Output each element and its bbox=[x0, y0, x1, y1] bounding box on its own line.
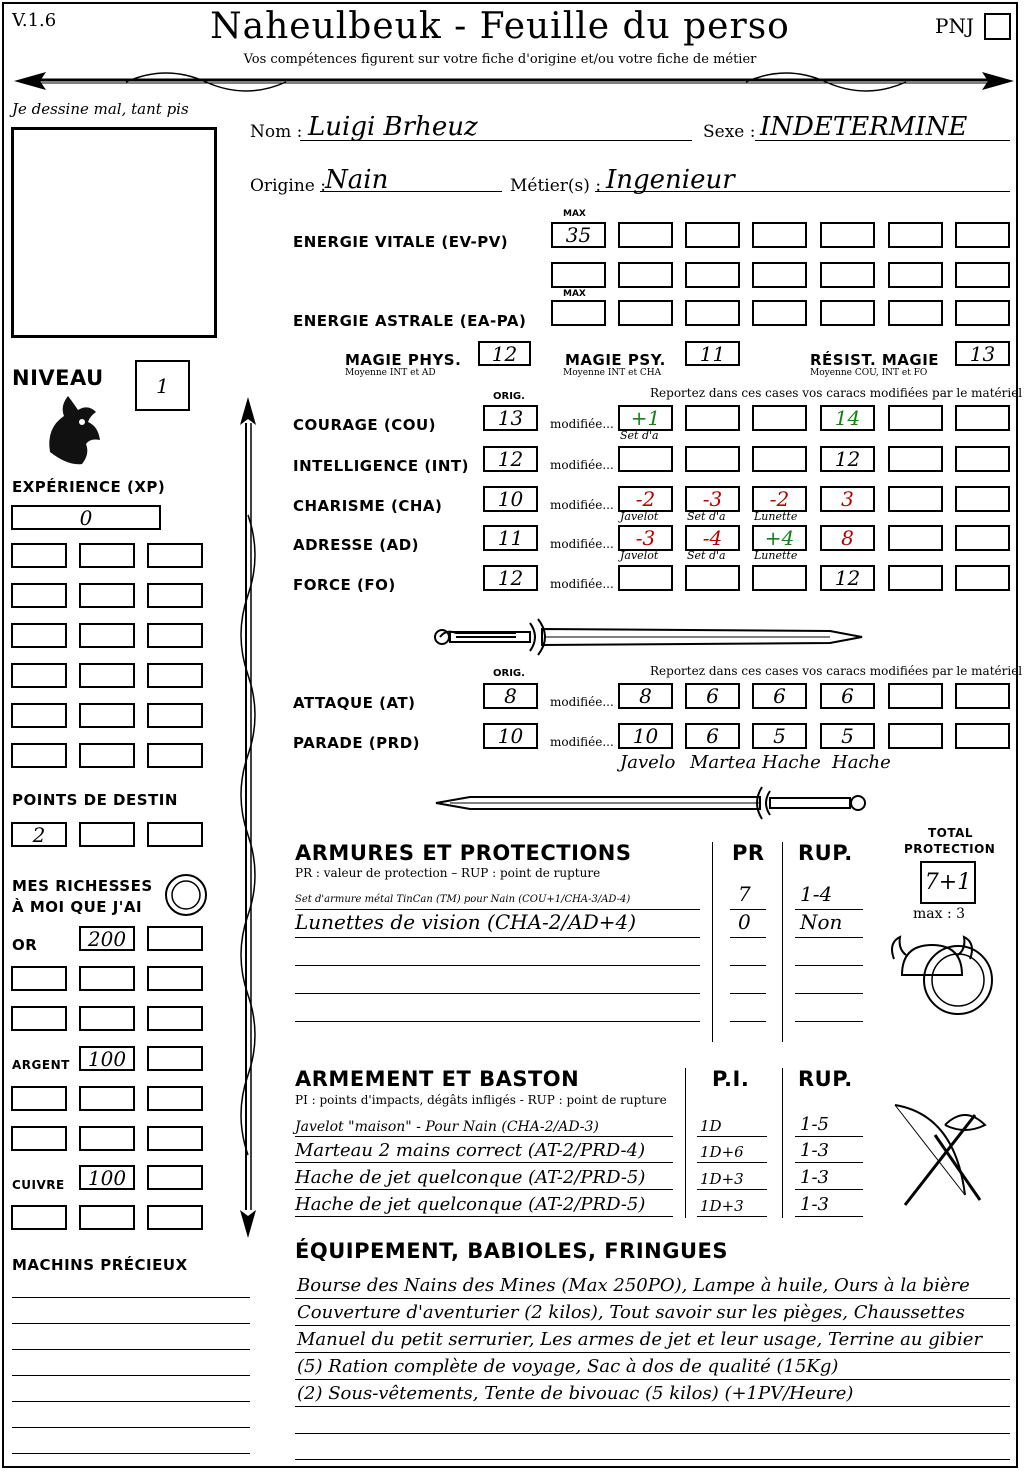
ev-cell-0-1[interactable] bbox=[685, 222, 740, 248]
stat-mod-cell[interactable]: -3 bbox=[618, 525, 673, 551]
stat-orig-cell[interactable]: 13 bbox=[483, 405, 538, 431]
arme-pi[interactable]: 1D+6 bbox=[700, 1143, 744, 1161]
stat-mod-cell[interactable] bbox=[888, 446, 943, 472]
money-cell[interactable] bbox=[147, 1205, 203, 1230]
portrait-caption: Je dessine mal, tant pis bbox=[12, 100, 189, 118]
money-cell[interactable] bbox=[147, 1126, 203, 1151]
armure-pr[interactable]: 0 bbox=[738, 910, 751, 934]
armures-note: PR : valeur de protection – RUP : point de rupture bbox=[295, 866, 601, 880]
xp-cell[interactable] bbox=[11, 623, 67, 648]
armure-line[interactable] bbox=[295, 937, 700, 938]
stat-mod-cell[interactable]: 8 bbox=[820, 525, 875, 551]
ev-cell-0-2[interactable] bbox=[752, 222, 807, 248]
resist-magie-cell[interactable]: 13 bbox=[955, 341, 1010, 366]
armure-name[interactable]: Lunettes de vision (CHA-2/AD+4) bbox=[295, 910, 637, 934]
ea-cell-2[interactable] bbox=[752, 300, 807, 326]
arme-pi-line[interactable] bbox=[697, 1162, 767, 1163]
arme-pi[interactable]: 1D bbox=[700, 1117, 722, 1135]
machins-line[interactable] bbox=[12, 1375, 250, 1376]
xp-cell[interactable] bbox=[11, 543, 67, 568]
armure-pr-line[interactable] bbox=[730, 965, 766, 966]
stat-mod-cell[interactable] bbox=[955, 446, 1010, 472]
combat-mod-cell[interactable]: 5 bbox=[752, 723, 807, 749]
combat-orig-cell[interactable]: 10 bbox=[483, 723, 538, 749]
ea-cell-4[interactable] bbox=[888, 300, 943, 326]
combat-mod-cell[interactable] bbox=[888, 683, 943, 709]
machins-line[interactable] bbox=[12, 1401, 250, 1402]
arme-name[interactable]: Hache de jet quelconque (AT-2/PRD-5) bbox=[295, 1194, 646, 1215]
stat-modif-label: modifiée... bbox=[550, 417, 614, 431]
equipement-line[interactable] bbox=[295, 1352, 1010, 1353]
money-cell[interactable] bbox=[11, 1086, 67, 1111]
armure-pr-line[interactable] bbox=[730, 1021, 766, 1022]
stat-mod-cell[interactable] bbox=[618, 565, 673, 591]
stat-mod-note: Set d'a bbox=[687, 549, 726, 562]
stat-mod-cell[interactable] bbox=[888, 486, 943, 512]
stat-mod-cell[interactable] bbox=[685, 405, 740, 431]
stat-mod-note: Javelot bbox=[620, 510, 659, 523]
combat-mod-cell[interactable] bbox=[955, 723, 1010, 749]
machins-line[interactable] bbox=[12, 1453, 250, 1454]
armure-line[interactable] bbox=[295, 965, 700, 966]
money-cell[interactable] bbox=[147, 1046, 203, 1071]
stat-mod-cell[interactable]: -2 bbox=[752, 486, 807, 512]
ev-cell-1-3[interactable] bbox=[820, 262, 875, 288]
combat-mod-cell[interactable]: 6 bbox=[752, 683, 807, 709]
dragon-icon bbox=[40, 392, 108, 466]
sexe-value[interactable]: INDETERMINE bbox=[760, 112, 968, 142]
weapon-name: Martea bbox=[690, 752, 757, 773]
xp-cell[interactable] bbox=[147, 623, 203, 648]
sword-icon-2 bbox=[430, 783, 870, 823]
equipement-text[interactable]: (2) Sous-vêtements, Tente de bivouac (5 kilos) (+1PV/Heure) bbox=[297, 1383, 854, 1404]
ev-cell-1-max[interactable] bbox=[551, 262, 606, 288]
stat-mod-cell[interactable] bbox=[888, 405, 943, 431]
spear-divider-icon bbox=[6, 64, 1018, 98]
stat-mod-note: Lunette bbox=[754, 549, 798, 562]
money-cell[interactable] bbox=[79, 1126, 135, 1151]
arme-name[interactable]: Javelot "maison" - Pour Nain (CHA-2/AD-3) bbox=[295, 1119, 599, 1135]
equipement-text[interactable]: Bourse des Nains des Mines (Max 250PO), Lampe à huile, Ours à la bière bbox=[297, 1275, 970, 1296]
ea-cell-1[interactable] bbox=[685, 300, 740, 326]
armement-pi-label: P.I. bbox=[712, 1067, 750, 1091]
stat-mod-cell[interactable] bbox=[685, 446, 740, 472]
ea-cell-0[interactable] bbox=[618, 300, 673, 326]
xp-cell[interactable] bbox=[11, 743, 67, 768]
stat-mod-cell[interactable] bbox=[955, 525, 1010, 551]
stat-mod-cell[interactable]: 12 bbox=[820, 446, 875, 472]
stat-modif-label: modifiée... bbox=[550, 498, 614, 512]
stat-mod-cell[interactable]: 12 bbox=[820, 565, 875, 591]
ev-cell-1-5[interactable] bbox=[955, 262, 1010, 288]
magie-psy-cell[interactable]: 11 bbox=[685, 341, 740, 366]
arme-rup[interactable]: 1-3 bbox=[800, 1194, 829, 1215]
stat-mod-note: Javelot bbox=[620, 549, 659, 562]
combat-label: PARADE (PRD) bbox=[293, 734, 421, 752]
ev-cell-0-3[interactable] bbox=[820, 222, 875, 248]
xp-cell[interactable] bbox=[147, 703, 203, 728]
xp-cell[interactable]: 0 bbox=[11, 505, 161, 530]
equipement-text[interactable]: Couverture d'aventurier (2 kilos), Tout savoir sur les pièges, Chaussettes bbox=[297, 1302, 965, 1323]
arme-pi-line[interactable] bbox=[697, 1189, 767, 1190]
combat-mod-cell[interactable]: 10 bbox=[618, 723, 673, 749]
equipement-text[interactable]: Manuel du petit serrurier, Les armes de jet et leur usage, Terrine au gibier bbox=[297, 1329, 983, 1350]
combat-mod-cell[interactable]: 6 bbox=[685, 723, 740, 749]
destin-cell[interactable]: 2 bbox=[11, 822, 67, 847]
stat-mod-cell[interactable]: 3 bbox=[820, 486, 875, 512]
armement-rup-label: RUP. bbox=[798, 1067, 853, 1091]
arme-rup[interactable]: 1-3 bbox=[800, 1167, 829, 1188]
machins-label: MACHINS PRÉCIEUX bbox=[12, 1256, 188, 1274]
money-cell[interactable] bbox=[147, 1165, 203, 1190]
arme-pi[interactable]: 1D+3 bbox=[700, 1197, 744, 1215]
ev-max-label: MAX bbox=[563, 209, 586, 219]
nom-label: Nom : bbox=[250, 122, 303, 142]
magie-phys-label: MAGIE PHYS. bbox=[345, 351, 462, 369]
armure-line[interactable] bbox=[295, 993, 700, 994]
arme-pi[interactable]: 1D+3 bbox=[700, 1170, 744, 1188]
stat-label: FORCE (FO) bbox=[293, 576, 396, 594]
arme-pi-line[interactable] bbox=[697, 1216, 767, 1217]
stat-label: INTELLIGENCE (INT) bbox=[293, 457, 469, 475]
richesses-label-2: À MOI QUE J'AI bbox=[12, 898, 143, 916]
portrait-box[interactable] bbox=[11, 127, 217, 338]
armure-rup-line[interactable] bbox=[795, 965, 863, 966]
armure-line[interactable] bbox=[295, 1021, 700, 1022]
weapon-name: Javelo bbox=[620, 752, 676, 773]
arme-rup-line[interactable] bbox=[795, 1189, 863, 1190]
ea-cell-3[interactable] bbox=[820, 300, 875, 326]
armures-divider bbox=[712, 842, 713, 1042]
combat-mod-cell[interactable] bbox=[888, 723, 943, 749]
armures-rup-label: RUP. bbox=[798, 841, 853, 865]
combat-mod-cell[interactable]: 5 bbox=[820, 723, 875, 749]
xp-cell[interactable] bbox=[147, 583, 203, 608]
ea-max-cell[interactable] bbox=[551, 300, 606, 326]
stat-orig-cell[interactable]: 12 bbox=[483, 565, 538, 591]
money-cell[interactable] bbox=[11, 1126, 67, 1151]
origine-label: Origine : bbox=[250, 176, 326, 196]
armement-divider bbox=[685, 1068, 686, 1218]
origine-value[interactable]: Nain bbox=[325, 165, 389, 195]
ea-cell-5[interactable] bbox=[955, 300, 1010, 326]
armures-title: ARMURES ET PROTECTIONS bbox=[295, 841, 632, 865]
version-label: V.1.6 bbox=[12, 10, 57, 31]
machins-line[interactable] bbox=[12, 1427, 250, 1428]
total-label-1: TOTAL bbox=[928, 826, 974, 840]
money-cell[interactable] bbox=[79, 1205, 135, 1230]
stat-mod-cell[interactable]: +4 bbox=[752, 525, 807, 551]
sexe-label: Sexe : bbox=[703, 122, 756, 142]
equipement-line[interactable] bbox=[295, 1379, 1010, 1380]
stat-mod-cell[interactable]: -2 bbox=[618, 486, 673, 512]
money-cell[interactable] bbox=[147, 926, 203, 951]
xp-cell[interactable] bbox=[147, 543, 203, 568]
destin-label: POINTS DE DESTIN bbox=[12, 791, 178, 809]
stat-modif-label: modifiée... bbox=[550, 537, 614, 551]
money-cell[interactable] bbox=[11, 966, 67, 991]
xp-cell[interactable] bbox=[79, 583, 135, 608]
armement-title: ARMEMENT ET BASTON bbox=[295, 1067, 580, 1091]
armure-name[interactable]: Set d'armure métal TinCan (TM) pour Nain (COU+1/CHA-3/AD-4) bbox=[295, 894, 631, 905]
arme-rup-line[interactable] bbox=[795, 1216, 863, 1217]
xp-cell[interactable] bbox=[79, 623, 135, 648]
arme-pi-line[interactable] bbox=[697, 1136, 767, 1137]
arme-name[interactable]: Marteau 2 mains correct (AT-2/PRD-4) bbox=[295, 1140, 646, 1161]
sword-icon bbox=[430, 615, 870, 660]
armement-divider-2 bbox=[782, 1068, 783, 1218]
armure-pr[interactable]: 7 bbox=[738, 882, 751, 906]
money-cell[interactable] bbox=[79, 1086, 135, 1111]
richesses-label-1: MES RICHESSES bbox=[12, 877, 153, 895]
equipement-title: ÉQUIPEMENT, BABIOLES, FRINGUES bbox=[295, 1239, 728, 1263]
equipement-line[interactable] bbox=[295, 1325, 1010, 1326]
money-cell[interactable] bbox=[79, 966, 135, 991]
weapons-icon bbox=[885, 1095, 995, 1215]
xp-cell[interactable] bbox=[147, 743, 203, 768]
xp-cell[interactable] bbox=[79, 743, 135, 768]
metier-value[interactable]: Ingenieur bbox=[606, 165, 735, 195]
sexe-underline bbox=[755, 140, 1010, 141]
sheet-title: Naheulbeuk - Feuille du perso bbox=[210, 6, 790, 47]
stat-mod-cell[interactable]: 14 bbox=[820, 405, 875, 431]
or-label: OR bbox=[12, 936, 38, 954]
orig-label: ORIG. bbox=[493, 391, 525, 402]
arme-name[interactable]: Hache de jet quelconque (AT-2/PRD-5) bbox=[295, 1167, 646, 1188]
money-cell[interactable] bbox=[11, 1205, 67, 1230]
arme-line[interactable] bbox=[295, 1216, 673, 1217]
stat-mod-cell[interactable] bbox=[752, 405, 807, 431]
money-cell[interactable] bbox=[11, 1006, 67, 1031]
niveau-label: NIVEAU bbox=[12, 366, 104, 390]
equipement-line[interactable] bbox=[295, 1298, 1010, 1299]
arme-rup-line[interactable] bbox=[795, 1136, 863, 1137]
argent-cell[interactable]: 100 bbox=[79, 1046, 135, 1071]
stat-mod-note: Set d'a bbox=[687, 510, 726, 523]
stat-mod-cell[interactable] bbox=[752, 565, 807, 591]
metier-label: Métier(s) : bbox=[510, 176, 602, 196]
stat-mod-cell[interactable]: -4 bbox=[685, 525, 740, 551]
stat-mod-cell[interactable]: -3 bbox=[685, 486, 740, 512]
machins-line[interactable] bbox=[12, 1297, 250, 1298]
magie-phys-note: Moyenne INT et AD bbox=[345, 368, 436, 378]
ev-cell-0-4[interactable] bbox=[888, 222, 943, 248]
stat-mod-cell[interactable] bbox=[618, 446, 673, 472]
arme-rup[interactable]: 1-3 bbox=[800, 1140, 829, 1161]
money-cell[interactable] bbox=[79, 1006, 135, 1031]
resist-magie-label: RÉSIST. MAGIE bbox=[810, 351, 940, 369]
armure-rup-line[interactable] bbox=[795, 937, 863, 938]
pnj-label: PNJ bbox=[935, 14, 974, 38]
ev-label: ENERGIE VITALE (EV-PV) bbox=[293, 233, 509, 251]
armement-note: PI : points d'impacts, dégâts infligés - RUP : point de rupture bbox=[295, 1093, 667, 1107]
combat-modif-label: modifiée... bbox=[550, 735, 614, 749]
stat-orig-cell[interactable]: 12 bbox=[483, 446, 538, 472]
ea-label: ENERGIE ASTRALE (EA-PA) bbox=[293, 312, 527, 330]
helmet-shield-icon bbox=[888, 925, 998, 1035]
total-label-2: PROTECTION bbox=[904, 842, 996, 856]
stat-mod-cell[interactable] bbox=[955, 486, 1010, 512]
equipement-line[interactable] bbox=[295, 1433, 1010, 1434]
or-cell[interactable]: 200 bbox=[79, 926, 135, 951]
stat-mod-cell[interactable] bbox=[955, 405, 1010, 431]
argent-label: ARGENT bbox=[12, 1058, 70, 1072]
nom-value[interactable]: Luigi Brheuz bbox=[308, 112, 478, 142]
total-protection-cell[interactable]: 7+1 bbox=[920, 861, 976, 904]
equipement-text[interactable]: (5) Ration complète de voyage, Sac à dos de qualité (15Kg) bbox=[297, 1356, 839, 1377]
combat-mod-cell[interactable] bbox=[955, 683, 1010, 709]
xp-label: EXPÉRIENCE (XP) bbox=[12, 478, 166, 496]
cuivre-cell[interactable]: 100 bbox=[79, 1165, 135, 1190]
xp-cell[interactable] bbox=[79, 703, 135, 728]
arme-line[interactable] bbox=[295, 1162, 673, 1163]
money-cell[interactable] bbox=[147, 966, 203, 991]
stat-modif-label: modifiée... bbox=[550, 458, 614, 472]
armure-rup[interactable]: Non bbox=[800, 910, 843, 934]
report-note: Reportez dans ces cases vos caracs modifiées par le matériel bbox=[650, 386, 1023, 400]
metier-underline bbox=[595, 191, 1010, 192]
destin-cell-2[interactable] bbox=[79, 822, 135, 847]
stat-mod-cell[interactable] bbox=[888, 525, 943, 551]
combat-mod-cell[interactable]: 6 bbox=[820, 683, 875, 709]
weapon-name: Hache bbox=[832, 752, 891, 773]
total-max-note: max : 3 bbox=[913, 906, 966, 922]
stat-modif-label: modifiée... bbox=[550, 577, 614, 591]
weapon-name: Hache bbox=[762, 752, 821, 773]
xp-cell[interactable] bbox=[79, 663, 135, 688]
combat-mod-cell[interactable]: 6 bbox=[685, 683, 740, 709]
stat-label: CHARISME (CHA) bbox=[293, 497, 443, 515]
combat-modif-label: modifiée... bbox=[550, 695, 614, 709]
niveau-cell[interactable]: 1 bbox=[135, 360, 190, 411]
orig-label-combat: ORIG. bbox=[493, 668, 525, 679]
stat-mod-note: Set d'a bbox=[620, 429, 659, 442]
armure-pr-line[interactable] bbox=[730, 937, 766, 938]
magie-phys-cell[interactable]: 12 bbox=[478, 341, 531, 366]
ev-cell-1-0[interactable] bbox=[618, 262, 673, 288]
stat-label: COURAGE (COU) bbox=[293, 416, 437, 434]
armure-rup[interactable]: 1-4 bbox=[800, 882, 833, 906]
arme-line[interactable] bbox=[295, 1189, 673, 1190]
combat-orig-cell[interactable]: 8 bbox=[483, 683, 538, 709]
equipement-line[interactable] bbox=[295, 1406, 1010, 1407]
xp-cell[interactable] bbox=[11, 703, 67, 728]
stat-mod-cell[interactable] bbox=[685, 565, 740, 591]
nom-underline bbox=[300, 140, 692, 141]
ev-cell-1-1[interactable] bbox=[685, 262, 740, 288]
magie-psy-label: MAGIE PSY. bbox=[565, 351, 666, 369]
stat-mod-cell[interactable]: +1 bbox=[618, 405, 673, 431]
magie-psy-note: Moyenne INT et CHA bbox=[563, 368, 662, 378]
ev-cell-0-5[interactable] bbox=[955, 222, 1010, 248]
arme-line[interactable] bbox=[295, 1136, 673, 1137]
xp-cell[interactable] bbox=[147, 663, 203, 688]
armures-divider-2 bbox=[782, 842, 783, 1042]
machins-line[interactable] bbox=[12, 1323, 250, 1324]
spear-vertical-icon bbox=[230, 395, 266, 1240]
arme-rup[interactable]: 1-5 bbox=[800, 1114, 829, 1135]
stat-mod-cell[interactable] bbox=[955, 565, 1010, 591]
ea-max-label: MAX bbox=[563, 289, 586, 299]
equipement-line[interactable] bbox=[295, 1459, 1010, 1460]
stat-orig-cell[interactable]: 10 bbox=[483, 486, 538, 512]
machins-line[interactable] bbox=[12, 1349, 250, 1350]
pnj-checkbox[interactable] bbox=[984, 13, 1011, 40]
armure-rup-line[interactable] bbox=[795, 993, 863, 994]
sheet-subtitle: Vos compétences figurent sur votre fiche d'origine et/ou votre fiche de métier bbox=[243, 52, 757, 67]
combat-label: ATTAQUE (AT) bbox=[293, 694, 416, 712]
ev-max-cell[interactable]: 35 bbox=[551, 222, 606, 248]
xp-cell[interactable] bbox=[11, 583, 67, 608]
stat-mod-note: Lunette bbox=[754, 510, 798, 523]
armure-pr-line[interactable] bbox=[730, 993, 766, 994]
ev-cell-1-2[interactable] bbox=[752, 262, 807, 288]
coin-icon bbox=[163, 872, 209, 918]
stat-label: ADRESSE (AD) bbox=[293, 536, 420, 554]
armures-pr-label: PR bbox=[732, 841, 765, 865]
cuivre-label: CUIVRE bbox=[12, 1178, 65, 1192]
xp-cell[interactable] bbox=[79, 543, 135, 568]
ev-cell-0-0[interactable] bbox=[618, 222, 673, 248]
xp-cell[interactable] bbox=[11, 663, 67, 688]
arme-rup-line[interactable] bbox=[795, 1162, 863, 1163]
stat-mod-cell[interactable] bbox=[752, 446, 807, 472]
combat-mod-cell[interactable]: 8 bbox=[618, 683, 673, 709]
report-note-combat: Reportez dans ces cases vos caracs modifiées par le matériel bbox=[650, 664, 1023, 678]
destin-cell-3[interactable] bbox=[147, 822, 203, 847]
resist-magie-note: Moyenne COU, INT et FO bbox=[810, 368, 928, 378]
ev-cell-1-4[interactable] bbox=[888, 262, 943, 288]
armure-rup-line[interactable] bbox=[795, 1021, 863, 1022]
stat-mod-cell[interactable] bbox=[888, 565, 943, 591]
money-cell[interactable] bbox=[147, 1086, 203, 1111]
stat-orig-cell[interactable]: 11 bbox=[483, 525, 538, 551]
origine-underline bbox=[320, 191, 502, 192]
money-cell[interactable] bbox=[147, 1006, 203, 1031]
